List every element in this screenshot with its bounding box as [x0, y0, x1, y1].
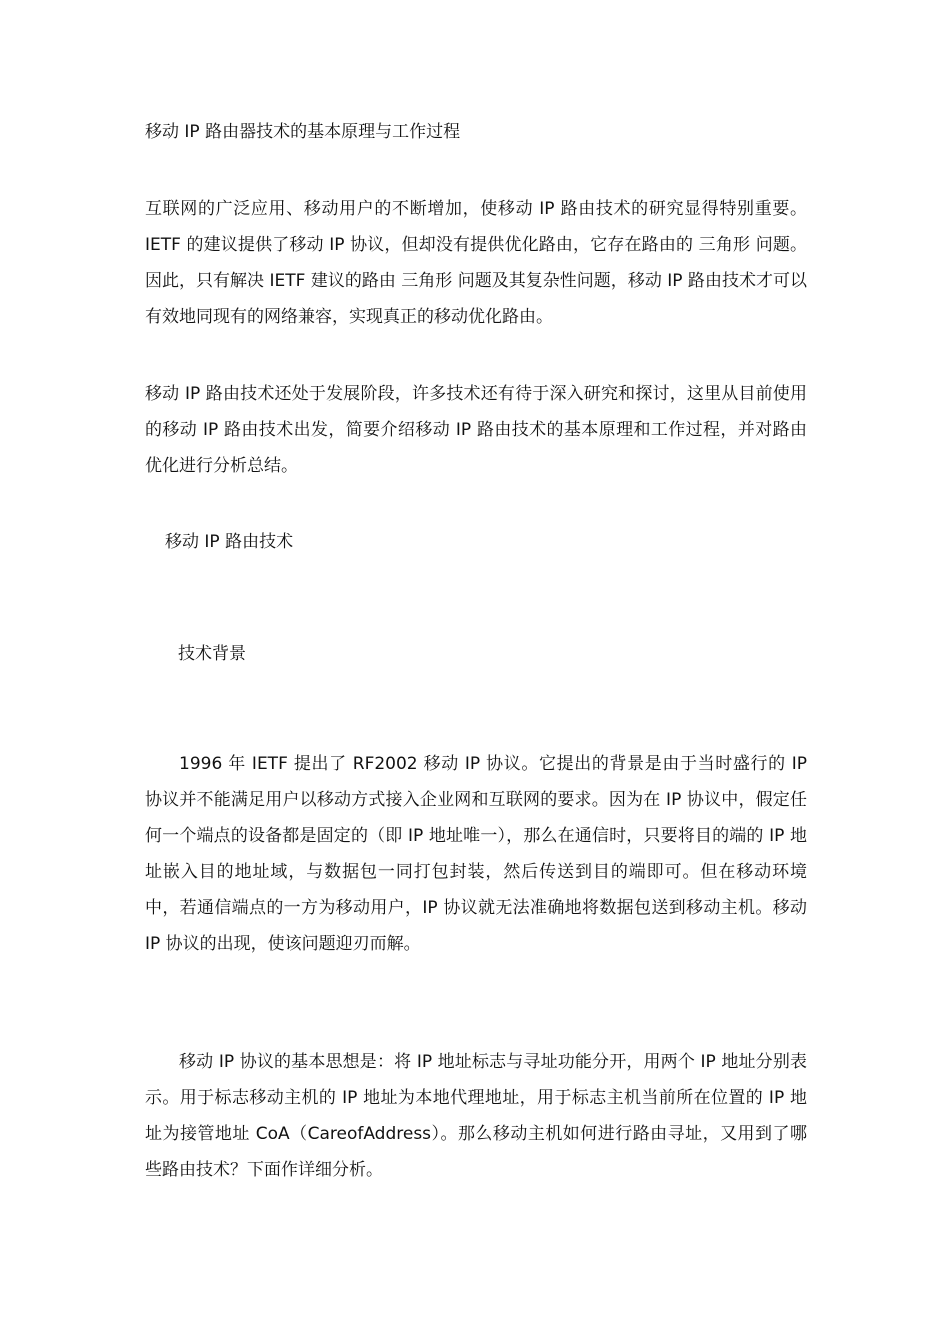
- paragraph-background: 1996 年 IETF 提出了 RF2002 移动 IP 协议。它提出的背景是由于当时盛行的 IP 协议并不能满足用户以移动方式接入企业网和互联网的要求。因为在 IP 协议中，假定任何一个端点的设备都是固定的（即 IP 地址唯一），那么在通信时，只要将目的端的 IP 地址嵌入目的地址域，与数据包一同打包封装，然后传送到目的端即可。但在移动环境中，若通信端点的一方为移动用户，IP 协议就无法准确地将数据包送到移动主机。移动 IP 协议的出现，使该问题迎刃而解。: [145, 754, 807, 954]
- document-title: 移动 IP 路由器技术的基本原理与工作过程: [145, 122, 461, 142]
- paragraph-basic-idea: 移动 IP 协议的基本思想是：将 IP 地址标志与寻址功能分开，用两个 IP 地址分别表示。用于标志移动主机的 IP 地址为本地代理地址，用于标志主机当前所在位置的 IP 地址为接管地址 CoA（CareofAddress）。那么移动主机如何进行路由寻址，又用到了哪些路由技术？下面作详细分析。: [145, 1052, 807, 1180]
- paragraph-overview: 移动 IP 路由技术还处于发展阶段，许多技术还有待于深入研究和探讨，这里从目前使用的移动 IP 路由技术出发，简要介绍移动 IP 路由技术的基本原理和工作过程，并对路由优化进行分析总结。: [145, 384, 807, 476]
- paragraph-intro: 互联网的广泛应用、移动用户的不断增加，使移动 IP 路由技术的研究显得特别重要。IETF 的建议提供了移动 IP 协议，但却没有提供优化路由，它存在路由的 三角形 问题。因此，只有解决 IETF 建议的路由 三角形 问题及其复杂性问题，移动 IP 路由技术才可以有效地同现有的网络兼容，实现真正的移动优化路由。: [145, 199, 807, 327]
- section-heading: 移动 IP 路由技术: [165, 532, 294, 552]
- subsection-heading: 技术背景: [178, 644, 246, 664]
